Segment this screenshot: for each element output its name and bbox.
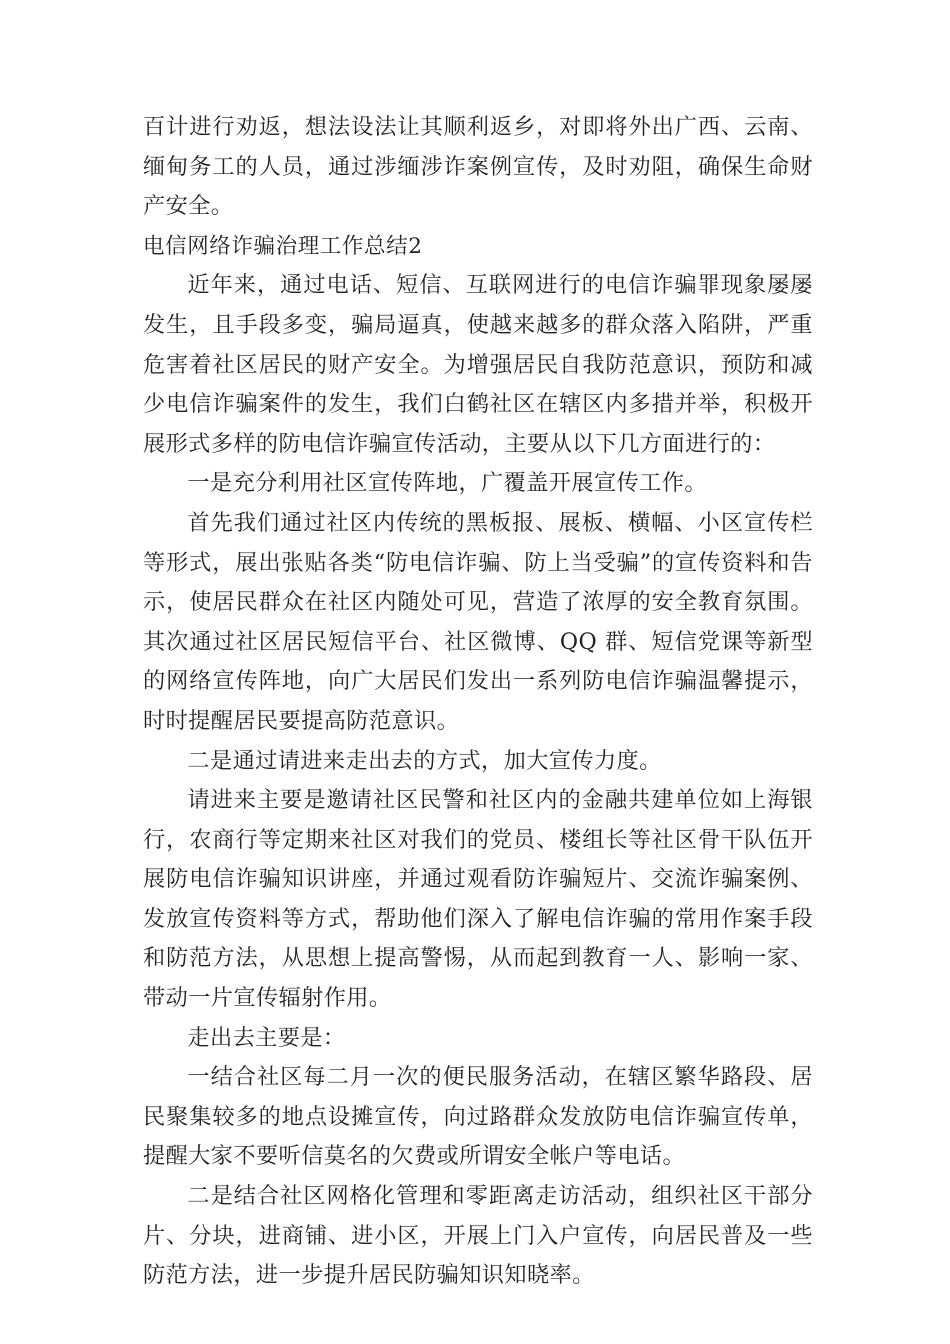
paragraph-point-2-detail: 请进来主要是邀请社区民警和社区内的金融共建单位如上海银行，农商行等定期来社区对我们的党员、楼组长等社区骨干队伍开展防电信诈骗知识讲座，并通过观看防诈骗短片、交流诈骗案例、发放宣传资料等方式，帮助他们深入了解电信诈骗的常用作案手段和防范方法，从思想上提高警惕，从而起到教育一人、影响一家、带动一片宣传辐射作用。	[143, 787, 813, 1012]
paragraph-intro: 近年来，通过电话、短信、互联网进行的电信诈骗罪现象屡屡发生，且手段多变，骗局逼真，使越来越多的群众落入陷阱，严重危害着社区居民的财产安全。为增强居民自我防范意识，预防和减少电信诈骗案件的发生，我们白鹤社区在辖区内多措并举，积极开展形式多样的防电信诈骗宣传活动，主要从以下几方面进行的：	[143, 272, 813, 457]
paragraph-going-out-2: 二是结合社区网格化管理和零距离走访活动，组织社区干部分片、分块，进商铺、进小区，开展上门入户宣传，向居民普及一些防范方法，进一步提升居民防骗知识知晓率。	[143, 1183, 813, 1289]
paragraph-point-2: 二是通过请进来走出去的方式，加大宣传力度。	[187, 747, 662, 774]
paragraph-going-out-1: 一结合社区每二月一次的便民服务活动，在辖区繁华路段、居民聚集较多的地点设摊宣传，向过路群众发放防电信诈骗宣传单，提醒大家不要听信莫名的欠费或所谓安全帐户等电话。	[143, 1064, 813, 1170]
paragraph-going-out: 走出去主要是：	[187, 1024, 346, 1051]
paragraph-point-1: 一是充分利用社区宣传阵地，广覆盖开展宣传工作。	[187, 470, 707, 497]
section-heading: 电信网络诈骗治理工作总结2	[143, 233, 423, 259]
paragraph-continuation: 百计进行劝返，想法设法让其顺利返乡，对即将外出广西、云南、缅甸务工的人员，通过涉缅涉诈案例宣传，及时劝阻，确保生命财产安全。	[143, 114, 813, 220]
paragraph-point-1-detail: 首先我们通过社区内传统的黑板报、展板、横幅、小区宣传栏等形式，展出张贴各类“防电信诈骗、防上当受骗”的宣传资料和告示，使居民群众在社区内随处可见，营造了浓厚的安全教育氛围。其次通过社区居民短信平台、社区微博、QQ 群、短信党课等新型的网络宣传阵地，向广大居民们发出一系列防电信诈骗温馨提示，时时提醒居民要提高防范意识。	[143, 509, 813, 734]
document-body	[143, 108, 813, 1296]
